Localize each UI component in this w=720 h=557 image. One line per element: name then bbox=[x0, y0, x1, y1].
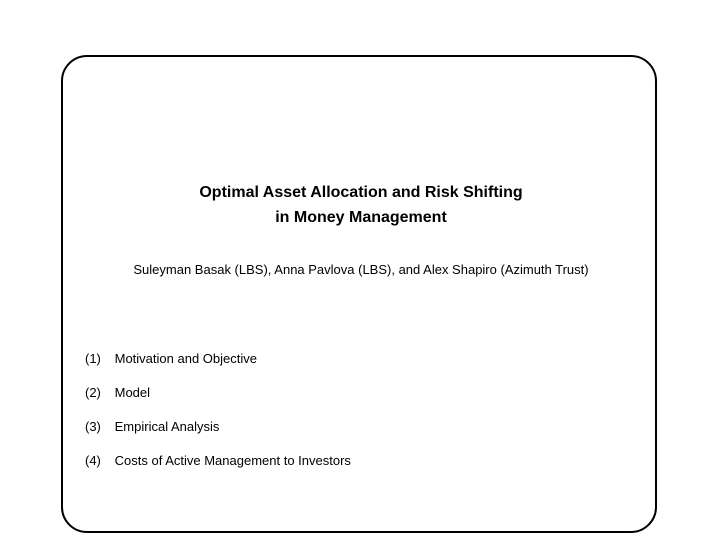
outline-item-text: Empirical Analysis bbox=[114, 419, 220, 434]
outline-item-text: Costs of Active Management to Investors bbox=[114, 453, 351, 468]
outline-item bbox=[85, 453, 351, 469]
outline-item-number: (3) bbox=[85, 419, 101, 434]
outline-item-number: (4) bbox=[85, 453, 101, 468]
outline-item-text: Motivation and Objective bbox=[114, 351, 257, 366]
outline-item bbox=[85, 351, 351, 367]
slide-frame bbox=[61, 55, 657, 533]
title-line-1: Optimal Asset Allocation and Risk Shifting bbox=[199, 184, 523, 201]
authors-line: Suleyman Basak (LBS), Anna Pavlova (LBS), and Alex Shapiro (Azimuth Trust) bbox=[133, 262, 589, 277]
outline-item-number: (2) bbox=[85, 385, 101, 400]
outline-item bbox=[85, 419, 351, 435]
slide-title bbox=[63, 180, 659, 230]
outline-item-text: Model bbox=[114, 385, 151, 400]
title-line-2: in Money Management bbox=[275, 209, 447, 226]
outline-item-number: (1) bbox=[85, 351, 101, 366]
outline-list bbox=[85, 351, 351, 487]
outline-item bbox=[85, 385, 351, 401]
